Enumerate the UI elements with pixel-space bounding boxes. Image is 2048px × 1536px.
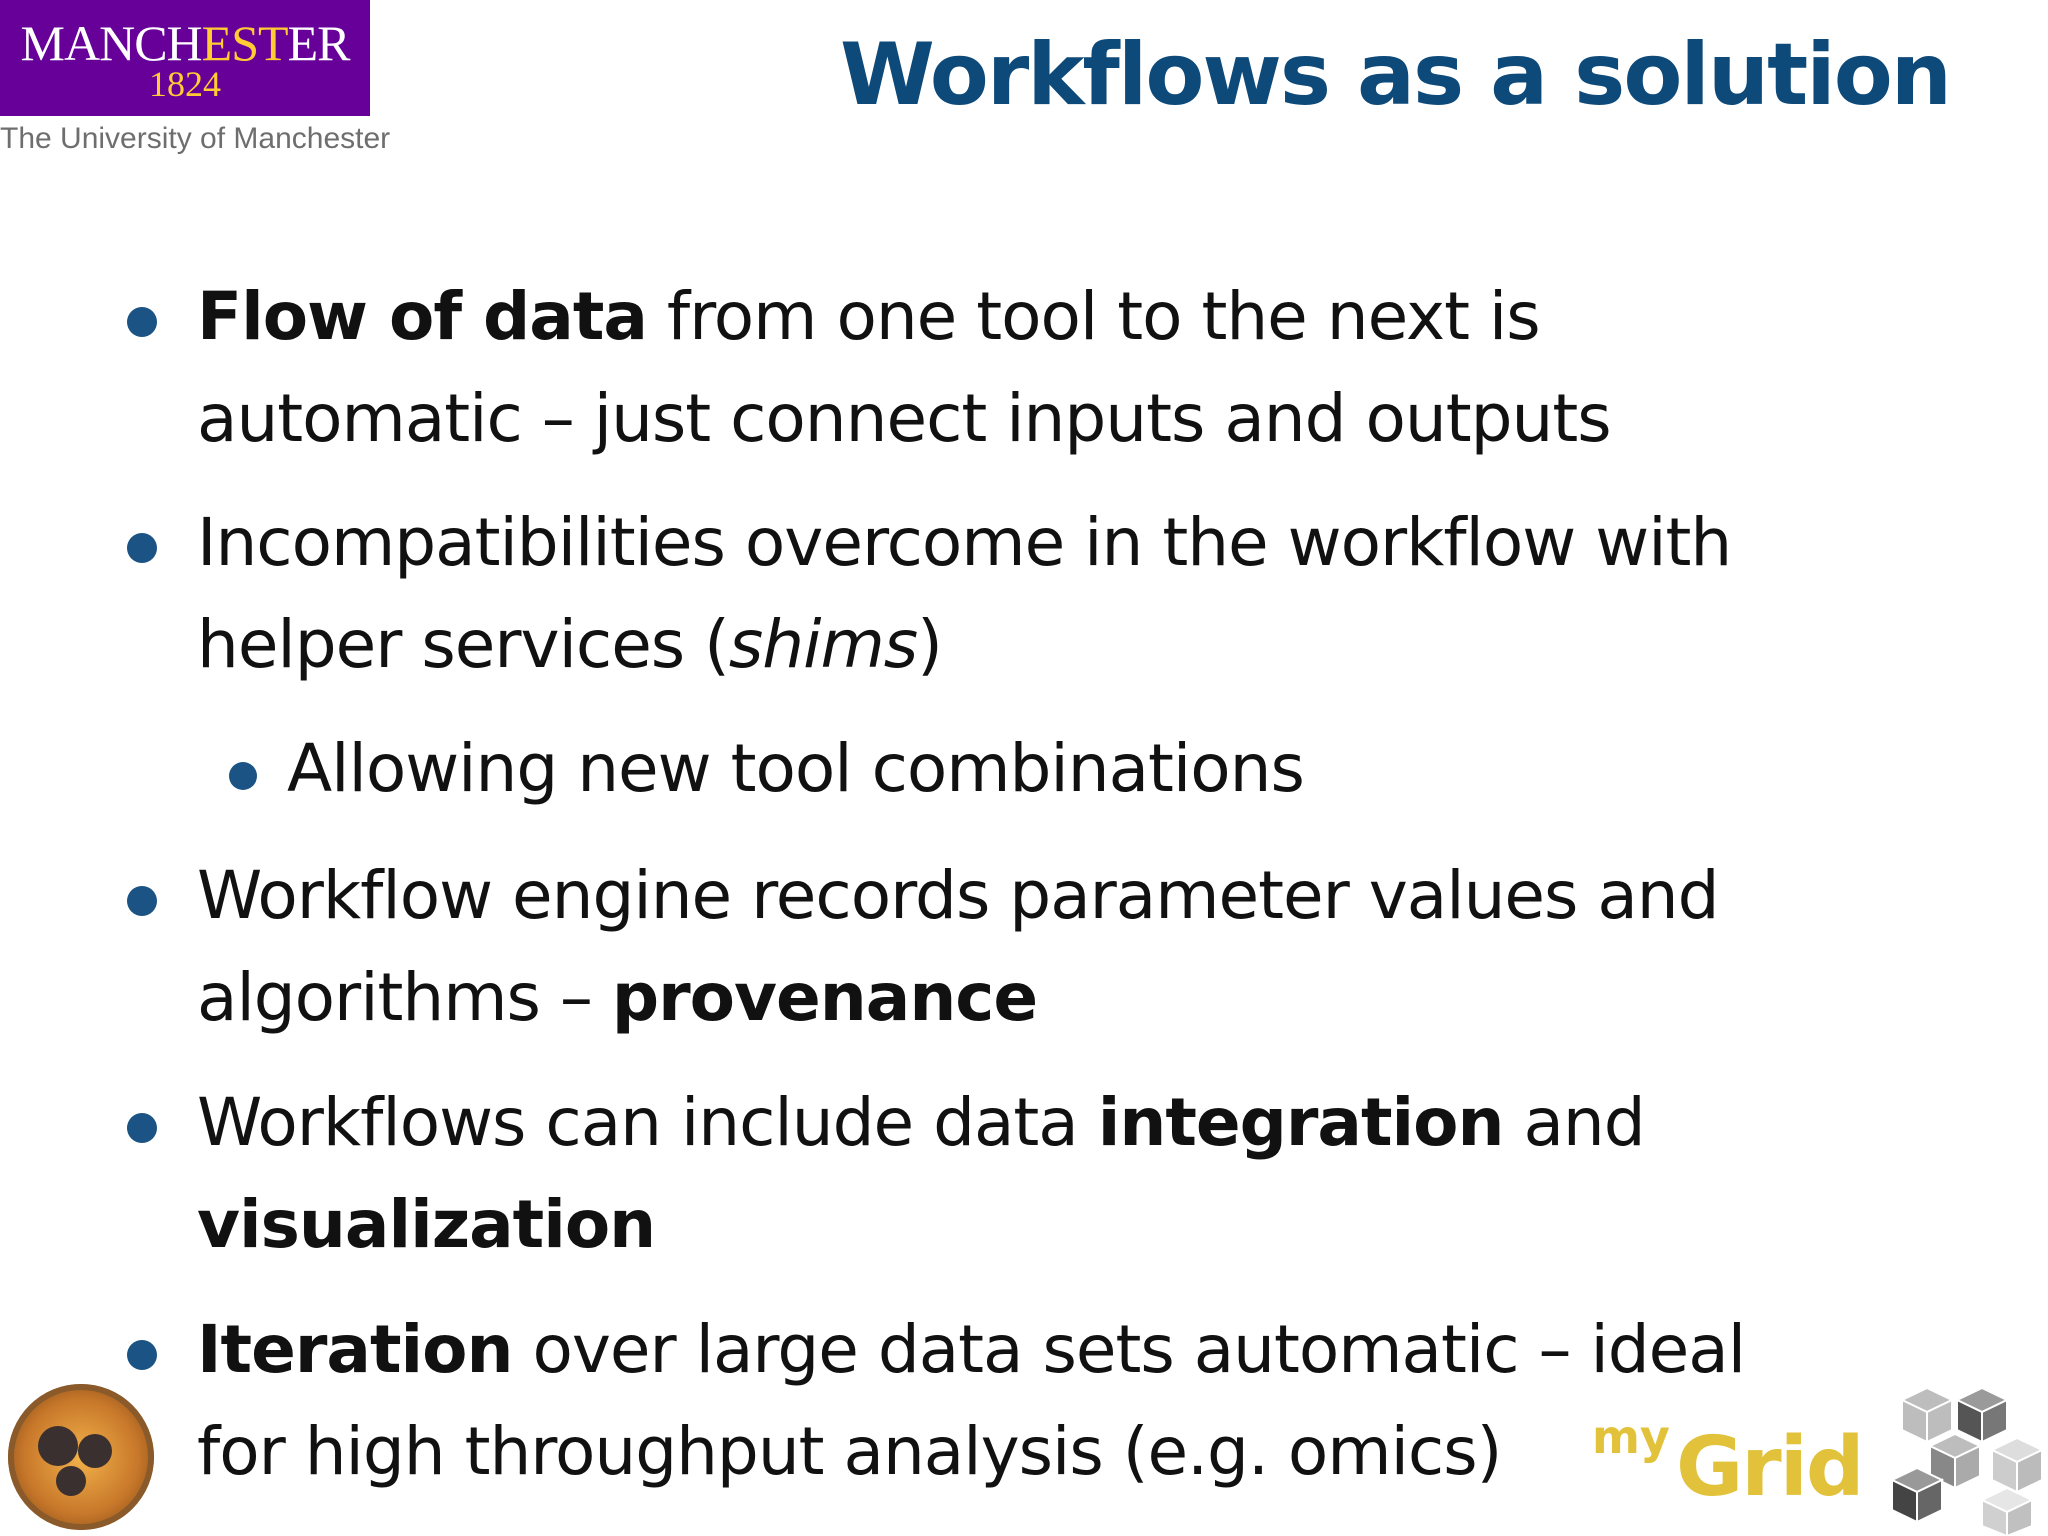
- logo-year: 1824: [149, 64, 221, 104]
- mygrid-logo-grid: Grid: [1676, 1420, 1863, 1515]
- bullet-text: Workflow engine records parameter values and: [197, 857, 1719, 934]
- taverna-gear-logo-icon: [8, 1384, 154, 1530]
- bullet-dot: [127, 1340, 157, 1370]
- bullet-dot: [127, 533, 157, 563]
- gear-icon: [78, 1434, 112, 1468]
- mygrid-cubes-icon: [1882, 1380, 2048, 1536]
- slide-title: Workflows as a solution: [839, 25, 1950, 125]
- bullet-dot: [127, 1113, 157, 1143]
- bullet-text-continuation: for high throughput analysis (e.g. omics): [197, 1413, 1502, 1490]
- bullet-text-continuation: algorithms – provenance: [197, 959, 1038, 1036]
- sub-bullet-dot: [229, 762, 257, 790]
- mygrid-logo-my: my: [1592, 1410, 1670, 1464]
- logo-wordmark: MANCHESTER: [20, 15, 350, 71]
- bullet-text-continuation: automatic – just connect inputs and outputs: [197, 380, 1611, 457]
- bullet-text-continuation: visualization: [197, 1186, 656, 1263]
- sub-bullet-text: Allowing new tool combinations: [287, 730, 1304, 807]
- bullet-text: Workflows can include data integration and: [197, 1084, 1645, 1161]
- gear-icon: [56, 1466, 86, 1496]
- logo-subtitle: The University of Manchester: [0, 122, 391, 155]
- bullet-text: Incompatibilities overcome in the workflow with: [197, 504, 1732, 581]
- bullet-dot: [127, 886, 157, 916]
- bullet-dot: [127, 307, 157, 337]
- bullet-text: Flow of data from one tool to the next is: [197, 278, 1540, 355]
- mygrid-logo: [1592, 1410, 1882, 1520]
- bullet-text: Iteration over large data sets automatic – ideal: [197, 1311, 1746, 1388]
- gear-icon: [38, 1426, 78, 1466]
- bullet-text-continuation: helper services (shims): [197, 606, 942, 683]
